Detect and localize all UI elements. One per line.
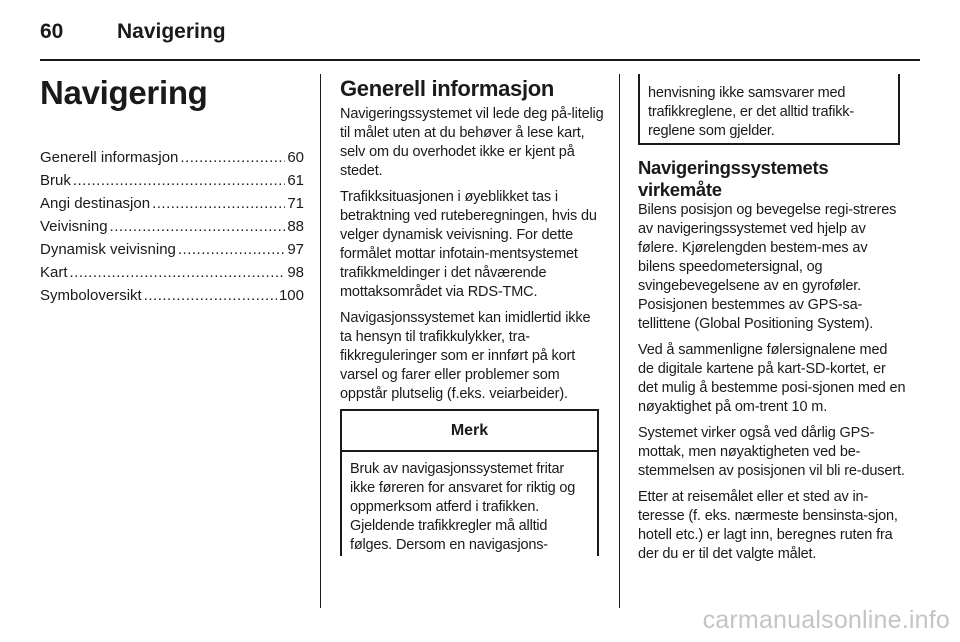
- note-box-continued: henvisning ikke samsvarer med trafikkreglene, er det alltid trafikk-reglene som gjelder.: [638, 74, 900, 145]
- toc-label: Bruk: [40, 172, 71, 189]
- toc-page: 60: [287, 149, 304, 166]
- note-text: Bruk av navigasjonssystemet fritar ikke føreren for ansvaret for riktig og oppmerksom atferd i trafikken. Gjeldende trafikkregler må alltid følges. Dersom en navigasjons-: [350, 461, 576, 553]
- section-heading-line: Navigeringssystemets: [638, 157, 829, 178]
- toc-entry-kart[interactable]: [40, 261, 304, 284]
- section-heading: Generell informasjon: [340, 76, 555, 101]
- toc-page: 88: [287, 218, 304, 235]
- toc-label: Angi destinasjon: [40, 195, 151, 212]
- running-header-title: Navigering: [117, 20, 226, 43]
- toc-entry-generell-informasjon[interactable]: [40, 146, 304, 169]
- paragraph: Trafikksituasjonen i øyeblikket tas i betraktning ved ruteberegningen, hvis du velger dynamisk veivisning. For dette formålet mottar infotain-mentsystemet trafikkmeldinger i det nåværende mottaksområdet via RDS-TMC.: [340, 189, 597, 300]
- toc-label: Kart: [40, 264, 68, 281]
- paragraph: Systemet virker også ved dårlig GPS-mottak, men nøyaktigheten ved be-stemmelsen av posisjonen vil bli re-dusert.: [638, 425, 905, 479]
- toc-leader-dots: [73, 169, 285, 192]
- paragraph: Navigasjonssystemet kan imidlertid ikke ta hensyn til trafikkulykker, tra-fikkreguleringer som er innført på kort varsel og farer eller problemer som oppstår plutselig (f.eks. veiarbeider).: [340, 310, 591, 402]
- toc-page: 61: [287, 172, 304, 189]
- toc-page: 98: [287, 264, 304, 281]
- paragraph: Etter at reisemålet eller et sted av in-teresse (f. eks. nærmeste bensinsta-sjon, hotell etc.) er lagt inn, beregnes ruten fra der du er til det valgte målet.: [638, 489, 898, 562]
- toc-leader-dots: [178, 238, 285, 261]
- column-divider: [619, 74, 620, 608]
- toc-page: 100: [278, 287, 304, 304]
- toc-page: 71: [287, 195, 304, 212]
- section-heading-line: virkemåte: [638, 179, 722, 200]
- chapter-title: Navigering: [40, 74, 208, 111]
- paragraph: Navigeringssystemet vil lede deg på-litelig til målet uten at du behøver å lese kart, selv om du overhodet ikke er kjent på stedet.: [340, 106, 604, 179]
- toc-label: Dynamisk veivisning: [40, 241, 176, 258]
- toc-leader-dots: [70, 261, 286, 284]
- toc-leader-dots: [152, 192, 285, 215]
- toc-label: Veivisning: [40, 218, 108, 235]
- toc-entry-symboloversikt[interactable]: [40, 284, 304, 307]
- paragraph: Bilens posisjon og bevegelse regi-streres av navigeringssystemet ved hjelp av følere. Kjørelengden bestem-mes av bilens speedometersignal, og svingebevegelsene av en gyroføler. Posisjonen bestemmes av GPS-sa-tellittene (Global Positioning System).: [638, 202, 897, 332]
- section-general-info: [340, 76, 604, 411]
- chapter-column: [40, 70, 304, 307]
- page-number: 60: [40, 20, 64, 43]
- toc-page: 97: [287, 241, 304, 258]
- toc-label: Symboloversikt: [40, 287, 142, 304]
- toc-entry-angi-destinasjon[interactable]: [40, 192, 304, 215]
- toc-leader-dots: [180, 146, 285, 169]
- toc-entry-dynamisk-veivisning[interactable]: [40, 238, 304, 261]
- header-rule: [40, 59, 920, 61]
- toc-label: Generell informasjon: [40, 149, 179, 166]
- toc-leader-dots: [110, 215, 286, 238]
- watermark: carmanualsonline.info: [702, 606, 950, 634]
- paragraph: Ved å sammenligne følersignalene med de digitale kartene på kart-SD-kortet, er det mulig å bestemme posi-sjonen med en nøyaktighet på om-trent 10 m.: [638, 342, 906, 415]
- table-of-contents: [40, 146, 304, 307]
- toc-leader-dots: [144, 284, 277, 307]
- toc-entry-veivisning[interactable]: [40, 215, 304, 238]
- note-heading: Merk: [342, 411, 597, 452]
- column-divider: [320, 74, 321, 608]
- section-system-operation: [638, 157, 906, 571]
- note-box: [340, 409, 599, 556]
- toc-entry-bruk[interactable]: [40, 169, 304, 192]
